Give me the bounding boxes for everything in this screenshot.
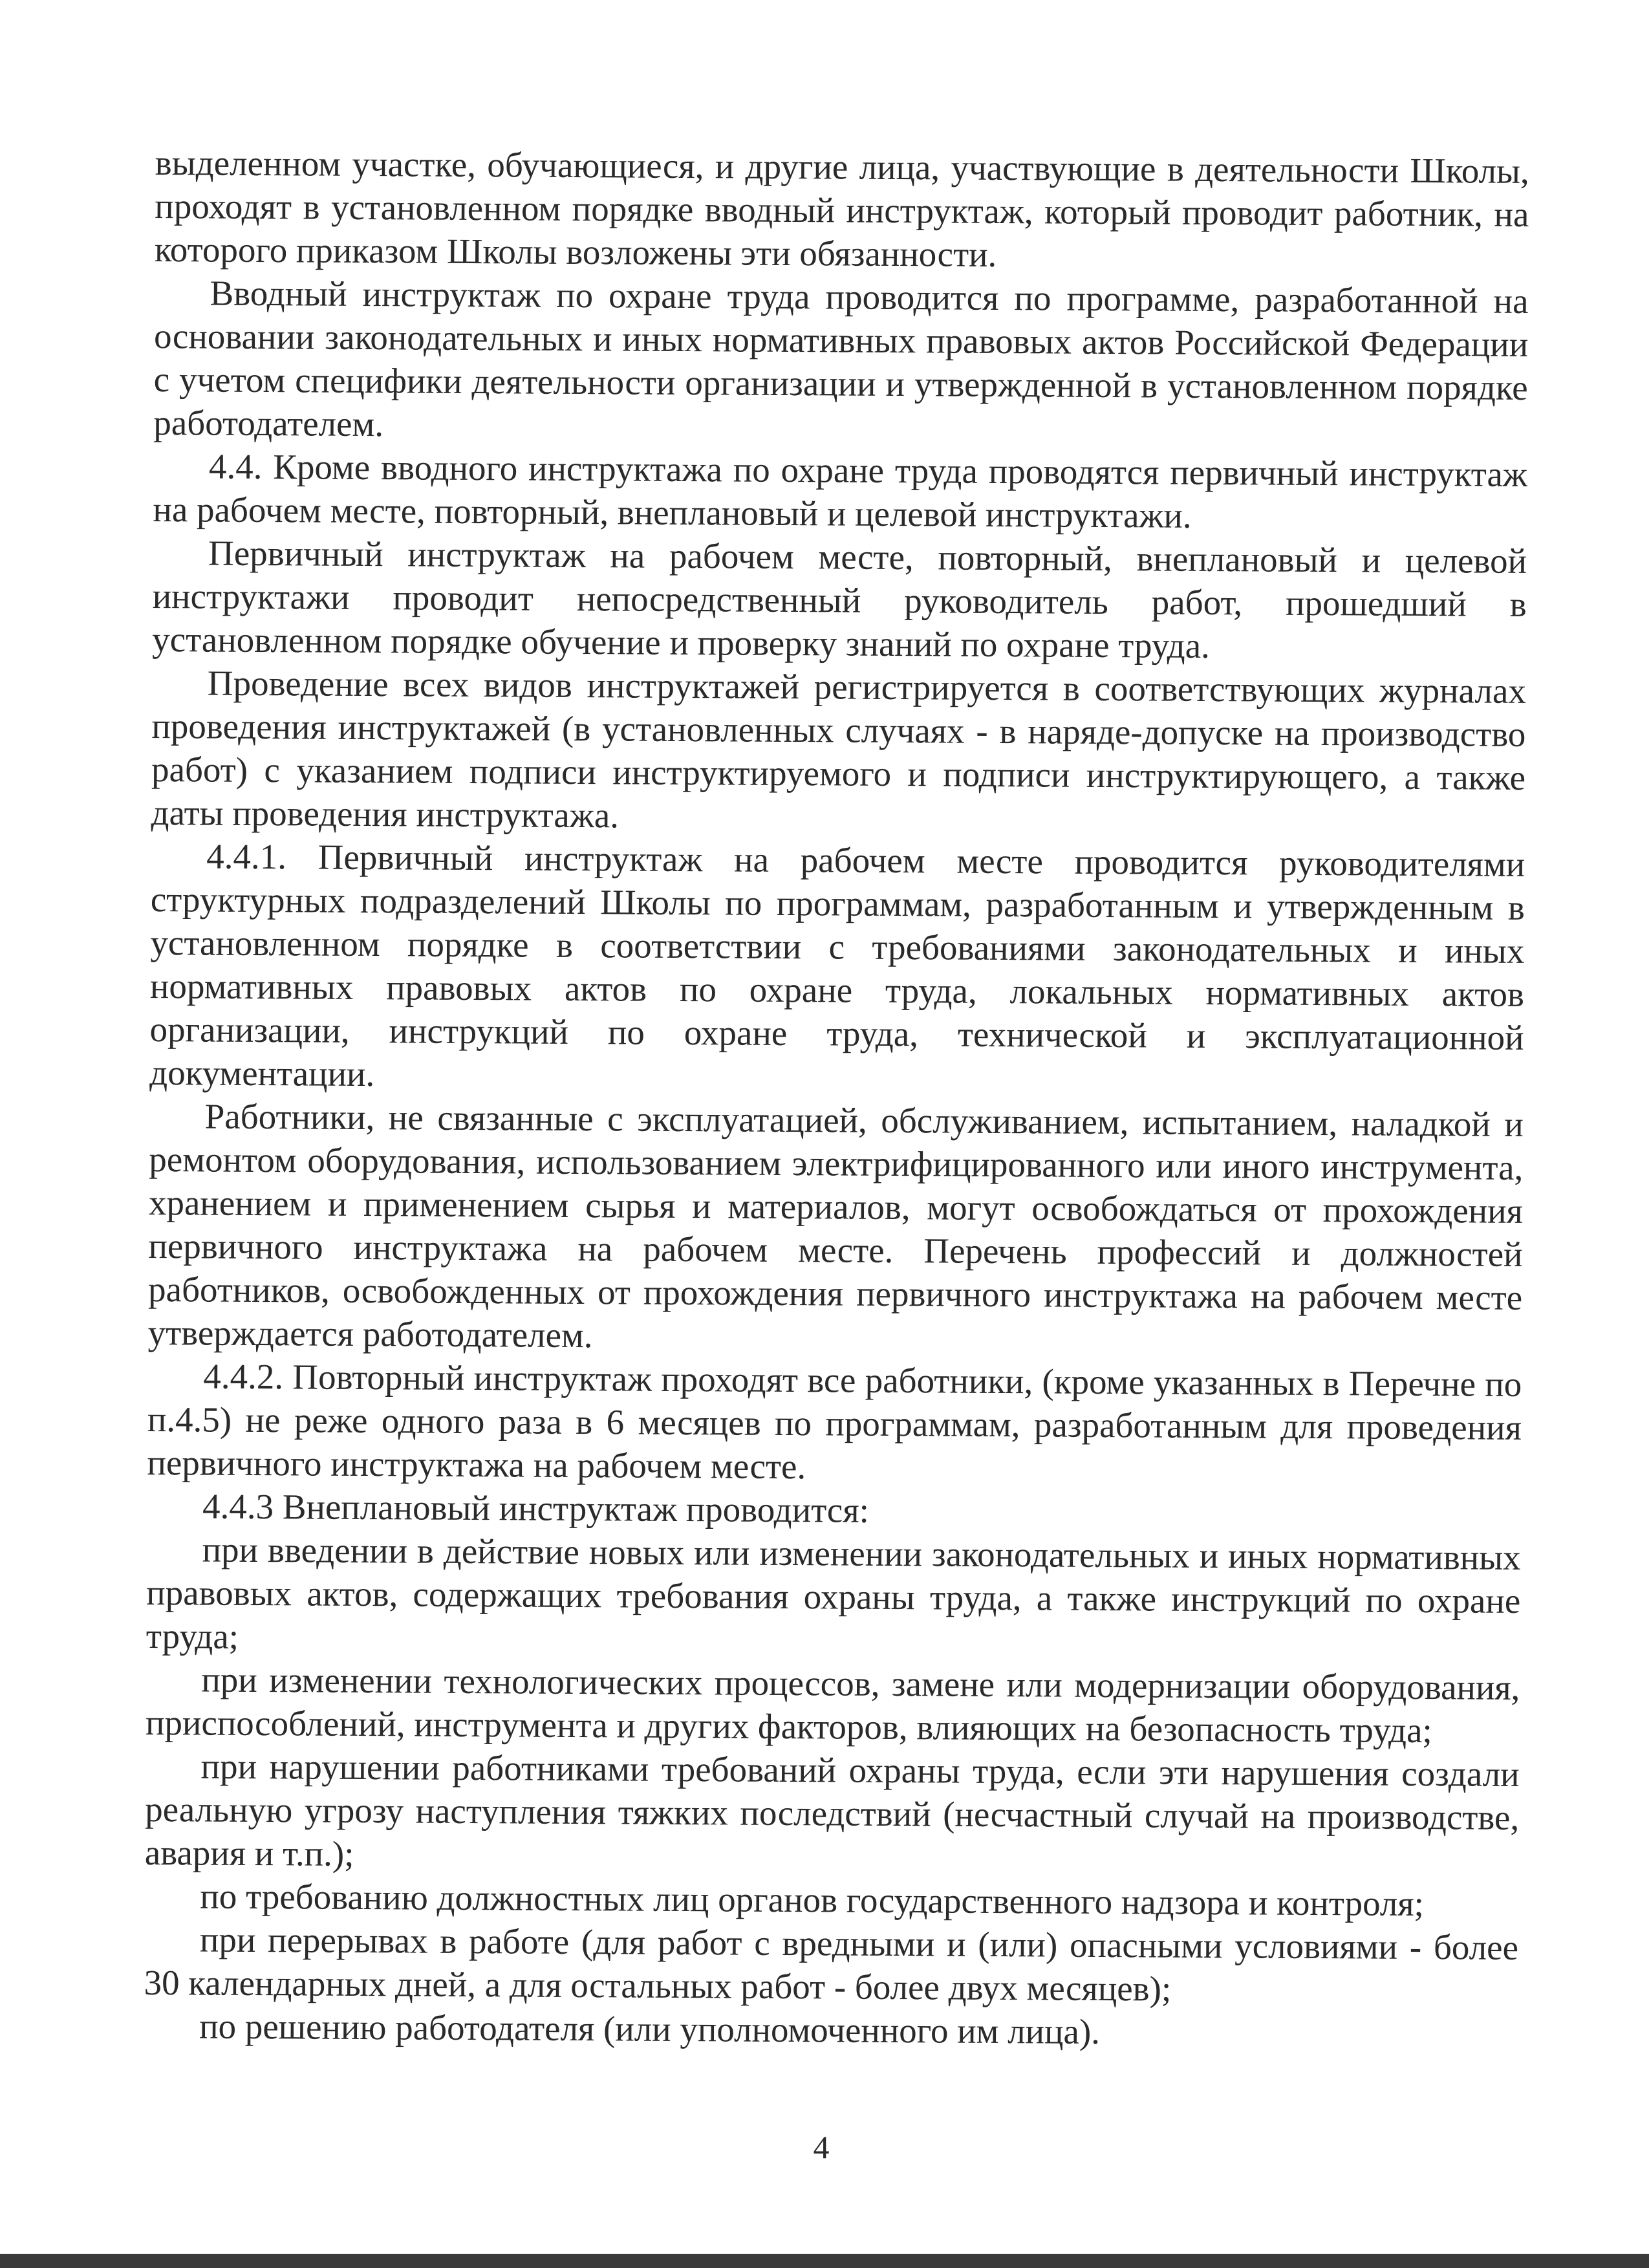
- paragraph: при перерывах в работе (для работ с вредными и (или) опасными условиями - более 30 календарных дней, а для остальных работ - более двух месяцев);: [144, 1919, 1519, 2009]
- paragraph: при введении в действие новых или изменении законодательных и иных нормативных правовых актов, содержащих требования охраны труда, а также инструкций по охране труда;: [146, 1529, 1521, 1656]
- paragraph: 4.4. Кроме вводного инструктажа по охране труда проводятся первичный инструктаж на рабочем месте, повторный, внеплановый и целевой инструктажи.: [153, 446, 1528, 535]
- paragraph: Проведение всех видов инструктажей регистрируется в соответствующих журналах проведения инструктажей (в установленных случаях - в наряде-допуске на производство работ) с указанием подписи инструктируемого и подписи инструктирующего, а также даты проведения инструктажа.: [151, 663, 1527, 836]
- paragraph: Первичный инструктаж на рабочем месте, повторный, внеплановый и целевой инструктажи проводит непосредственный руководитель работ, прошедший в установленном порядке обучение и проверку знаний по охране труда.: [152, 533, 1527, 665]
- paragraph: выделенном участке, обучающиеся, и другие лица, участвующие в деятельности Школы, проходят в установленном порядке вводный инструктаж, который проводит работник, на которого приказом Школы возложены эти обязанности.: [154, 142, 1529, 274]
- scan-bottom-edge: [0, 2254, 1649, 2268]
- paragraph: Работники, не связанные с эксплуатацией, обслуживанием, испытанием, наладкой и ремонтом оборудования, использованием электрифицированного или иного инструмента, хранением и применением сырья и материалов, могут освобождаться от прохождения первичного инструктажа на рабочем месте. Перечень профессий и должностей работников, освобожденных от прохождения первичного инструктажа на рабочем месте утверждается работодателем.: [147, 1096, 1524, 1355]
- page-number: 4: [813, 2129, 830, 2165]
- paragraph: 4.4.2. Повторный инструктаж проходят все работники, (кроме указанных в Перечне по п.4.5) не реже одного раза в 6 месяцев по программам, разработанным для проведения первичного инструктажа на рабочем месте.: [147, 1356, 1522, 1487]
- paragraph: 4.4.3 Внеплановый инструктаж проводится:: [202, 1486, 870, 1530]
- paragraph: при нарушении работниками требований охраны труда, если эти нарушения создали реальную угрозу наступления тяжких последствий (несчастный случай на производстве, авария и т.п.);: [144, 1746, 1520, 1874]
- paragraph: по требованию должностных лиц органов государственного надзора и контроля;: [200, 1876, 1425, 1924]
- paragraph: при изменении технологических процессов, замене или модернизации оборудования, приспособлений, инструмента и других факторов, влияющих на безопасность труда;: [145, 1659, 1520, 1751]
- paragraph: Вводный инструктаж по охране труда проводится по программе, разработанной на основании законодательных и иных нормативных правовых актов Российской Федерации с учетом специфики деятельности организации и утвержденной в установленном порядке работодателем.: [153, 273, 1529, 444]
- document-body: [144, 141, 1529, 2056]
- paragraph: по решению работодателя (или уполномоченного им лица).: [199, 2006, 1101, 2051]
- paragraph: 4.4.1. Первичный инструктаж на рабочем месте проводится руководителями структурных подразделений Школы по программам, разработанным и утвержденным в установленном порядке в соответствии с требованиями законодательных и иных нормативных правовых актов по охране труда, локальных нормативных актов организации, инструкций по охране труда, технической и эксплуатационной документации.: [149, 836, 1525, 1094]
